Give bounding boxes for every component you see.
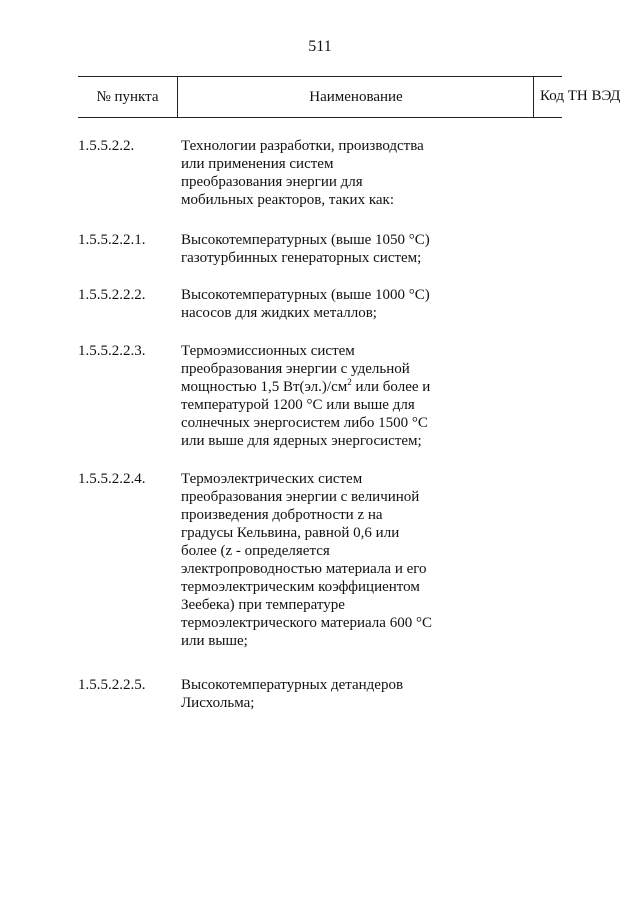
text-line: произведения добротности z на xyxy=(181,507,383,523)
item-text xyxy=(181,470,461,650)
item-number: 1.5.5.2.2.2. xyxy=(78,287,146,303)
text-fragment: или более и xyxy=(351,379,431,395)
text-line: преобразования энергии с величиной xyxy=(181,489,420,505)
item-number: 1.5.5.2.2.1. xyxy=(78,232,146,248)
item-number: 1.5.5.2.2.3. xyxy=(78,343,146,359)
text-line: Технологии разработки, производства xyxy=(181,138,424,154)
text-line: насосов для жидких металлов; xyxy=(181,305,377,321)
text-line: температурой 1200 °С или выше для xyxy=(181,397,415,413)
text-line: электропроводностью материала и его xyxy=(181,561,427,577)
header-num-label: № пункта xyxy=(96,89,159,105)
text-line: газотурбинных генераторных систем; xyxy=(181,250,422,266)
item-text xyxy=(181,676,461,712)
text-line: термоэлектрическим коэффициентом xyxy=(181,579,420,595)
text-line: или применения систем xyxy=(181,156,334,172)
table-header xyxy=(78,76,562,118)
text-line: Высокотемпературных (выше 1050 °С) xyxy=(181,232,430,248)
text-line: или выше; xyxy=(181,633,248,649)
item-text xyxy=(181,342,461,450)
text-line: градусы Кельвина, равной 0,6 или xyxy=(181,525,400,541)
superscript: 2 xyxy=(347,377,352,387)
item-text xyxy=(181,231,461,267)
item-text xyxy=(181,286,461,322)
text-line: мобильных реакторов, таких как: xyxy=(181,192,394,208)
text-line: Термоэмиссионных систем xyxy=(181,343,355,359)
item-text xyxy=(181,137,461,209)
text-fragment: мощностью 1,5 Вт(эл.)/см xyxy=(181,379,348,395)
text-line xyxy=(181,378,461,396)
page-number: 511 xyxy=(308,38,332,55)
text-line: или выше для ядерных энергосистем; xyxy=(181,433,422,449)
item-number: 1.5.5.2.2.5. xyxy=(78,677,146,693)
text-line: преобразования энергии для xyxy=(181,174,363,190)
text-line: Высокотемпературных детандеров xyxy=(181,677,404,693)
item-number: 1.5.5.2.2.4. xyxy=(78,471,146,487)
text-line: термоэлектрического материала 600 °С xyxy=(181,615,432,631)
text-line: Лисхольма; xyxy=(181,695,255,711)
text-line: преобразования энергии с удельной xyxy=(181,361,410,377)
text-line: Высокотемпературных (выше 1000 °С) xyxy=(181,287,430,303)
text-line: более (z - определяется xyxy=(181,543,330,559)
text-line: Термоэлектрических систем xyxy=(181,471,363,487)
text-line: Зеебека) при температуре xyxy=(181,597,345,613)
header-name-label: Наименование xyxy=(177,77,534,117)
header-code-label: Код ТН ВЭД xyxy=(540,88,621,104)
text-line: солнечных энергосистем либо 1500 °С xyxy=(181,415,428,431)
item-number: 1.5.5.2.2. xyxy=(78,138,135,154)
